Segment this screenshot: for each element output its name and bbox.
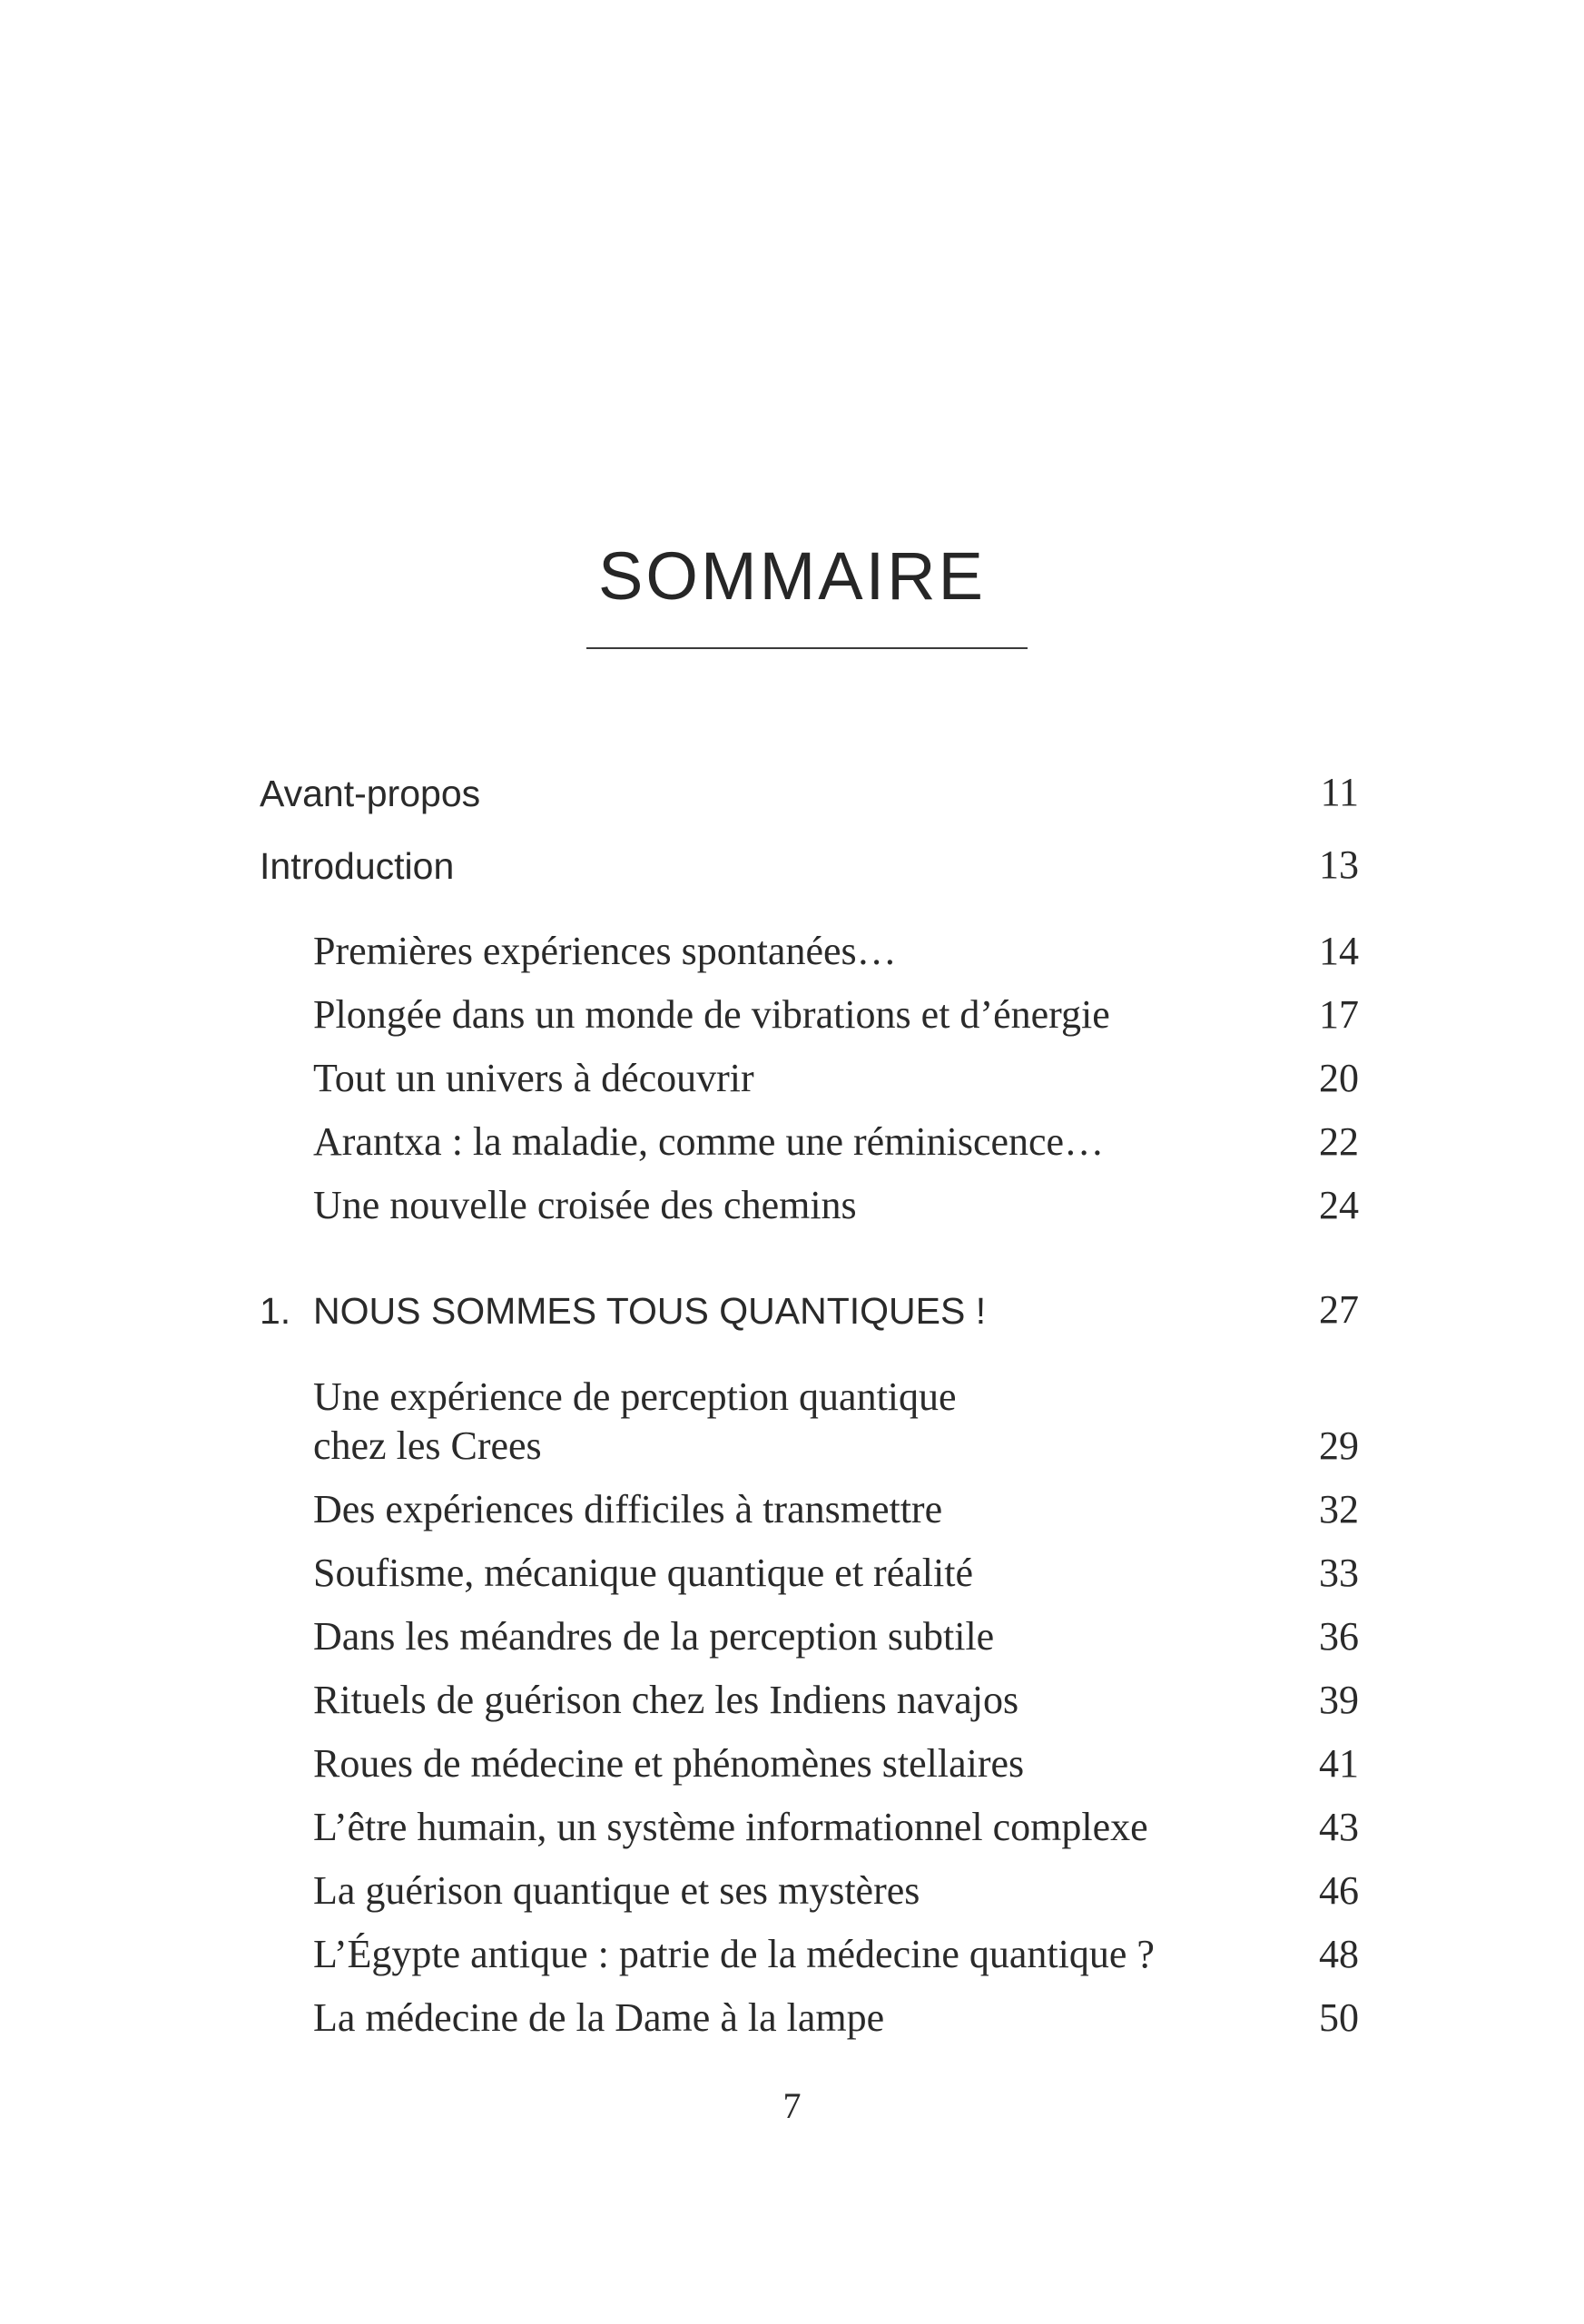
toc-entry[interactable] [0,1802,1584,1856]
toc-entry-page: 39 [1319,1678,1359,1722]
toc-entry-label: L’Égypte antique : patrie de la médecine quantique ? [313,1932,1155,1976]
toc-entry[interactable] [0,1993,1584,2047]
toc-entry-label: Soufisme, mécanique quantique et réalité [313,1551,973,1595]
toc-entry-label-line1: Une expérience de perception quantique [313,1374,957,1419]
toc-entry[interactable] [0,1675,1584,1729]
toc-entry[interactable] [0,840,1584,894]
toc-entry[interactable] [0,990,1584,1044]
toc-entry-page: 32 [1319,1487,1359,1531]
toc-entry[interactable] [0,1738,1584,1793]
toc-entry-page: 22 [1319,1119,1359,1164]
toc-entry-label: Plongée dans un monde de vibrations et d’énergie [313,992,1110,1037]
chapter-number: 1. [260,1290,291,1332]
chapter-title: NOUS SOMMES TOUS QUANTIQUES ! [313,1290,987,1332]
toc-entry-label: La médecine de la Dame à la lampe [313,1995,885,2040]
toc-entry-page: 46 [1319,1868,1359,1913]
toc-entry-page: 41 [1319,1741,1359,1786]
toc-entry-page: 33 [1319,1551,1359,1595]
toc-entry[interactable] [0,1611,1584,1666]
toc-entry-label: Roues de médecine et phénomènes stellaires [313,1741,1025,1786]
toc-entry-label: Dans les méandres de la perception subtile [313,1614,995,1659]
toc-entry-page: 29 [1319,1423,1359,1468]
toc-entry-label: Arantxa : la maladie, comme une réminiscence… [313,1119,1105,1164]
toc-entry[interactable] [0,1484,1584,1539]
toc-entry-label: Avant-propos [260,773,481,814]
toc-entry[interactable] [0,1180,1584,1235]
toc-entry-label: Rituels de guérison chez les Indiens navajos [313,1678,1019,1722]
page-title: SOMMAIRE [598,538,986,614]
toc-entry-label: Tout un univers à découvrir [313,1056,754,1100]
toc-entry[interactable] [0,1117,1584,1171]
toc-entry-label: Une nouvelle croisée des chemins [313,1183,857,1227]
toc-entry[interactable] [0,1866,1584,1920]
toc-entry-page: 14 [1319,929,1359,973]
toc-entry[interactable] [0,1053,1584,1108]
toc-entry-page: 17 [1319,992,1359,1037]
toc-entry-page: 27 [1319,1287,1359,1332]
toc-entry-page: 43 [1319,1805,1359,1849]
toc-entry[interactable] [0,1374,1584,1475]
toc-entry-page: 20 [1319,1056,1359,1100]
toc-entry[interactable] [0,1548,1584,1602]
toc-entry[interactable] [0,1929,1584,1984]
toc-entry-page: 11 [1320,770,1359,814]
toc-entry-label: Premières expériences spontanées… [313,929,897,973]
page-number: 7 [782,2085,802,2126]
toc-entry-label: Introduction [260,845,455,887]
toc-entry-page: 50 [1319,1995,1359,2040]
toc-entry-label: Des expériences difficiles à transmettre [313,1487,943,1531]
toc-entry[interactable] [0,767,1584,822]
toc-entry-page: 48 [1319,1932,1359,1976]
toc-entry-label-line2: chez les Crees [313,1423,542,1468]
toc-entry-label: L’être humain, un système informationnel complexe [313,1805,1148,1849]
toc-entry-page: 36 [1319,1614,1359,1659]
toc-entry-label: La guérison quantique et ses mystères [313,1868,920,1913]
toc-chapter-entry[interactable] [0,1285,1584,1339]
toc-entry-page: 24 [1319,1183,1359,1227]
toc-entry-page: 13 [1319,842,1359,887]
toc-entry[interactable] [0,926,1584,980]
